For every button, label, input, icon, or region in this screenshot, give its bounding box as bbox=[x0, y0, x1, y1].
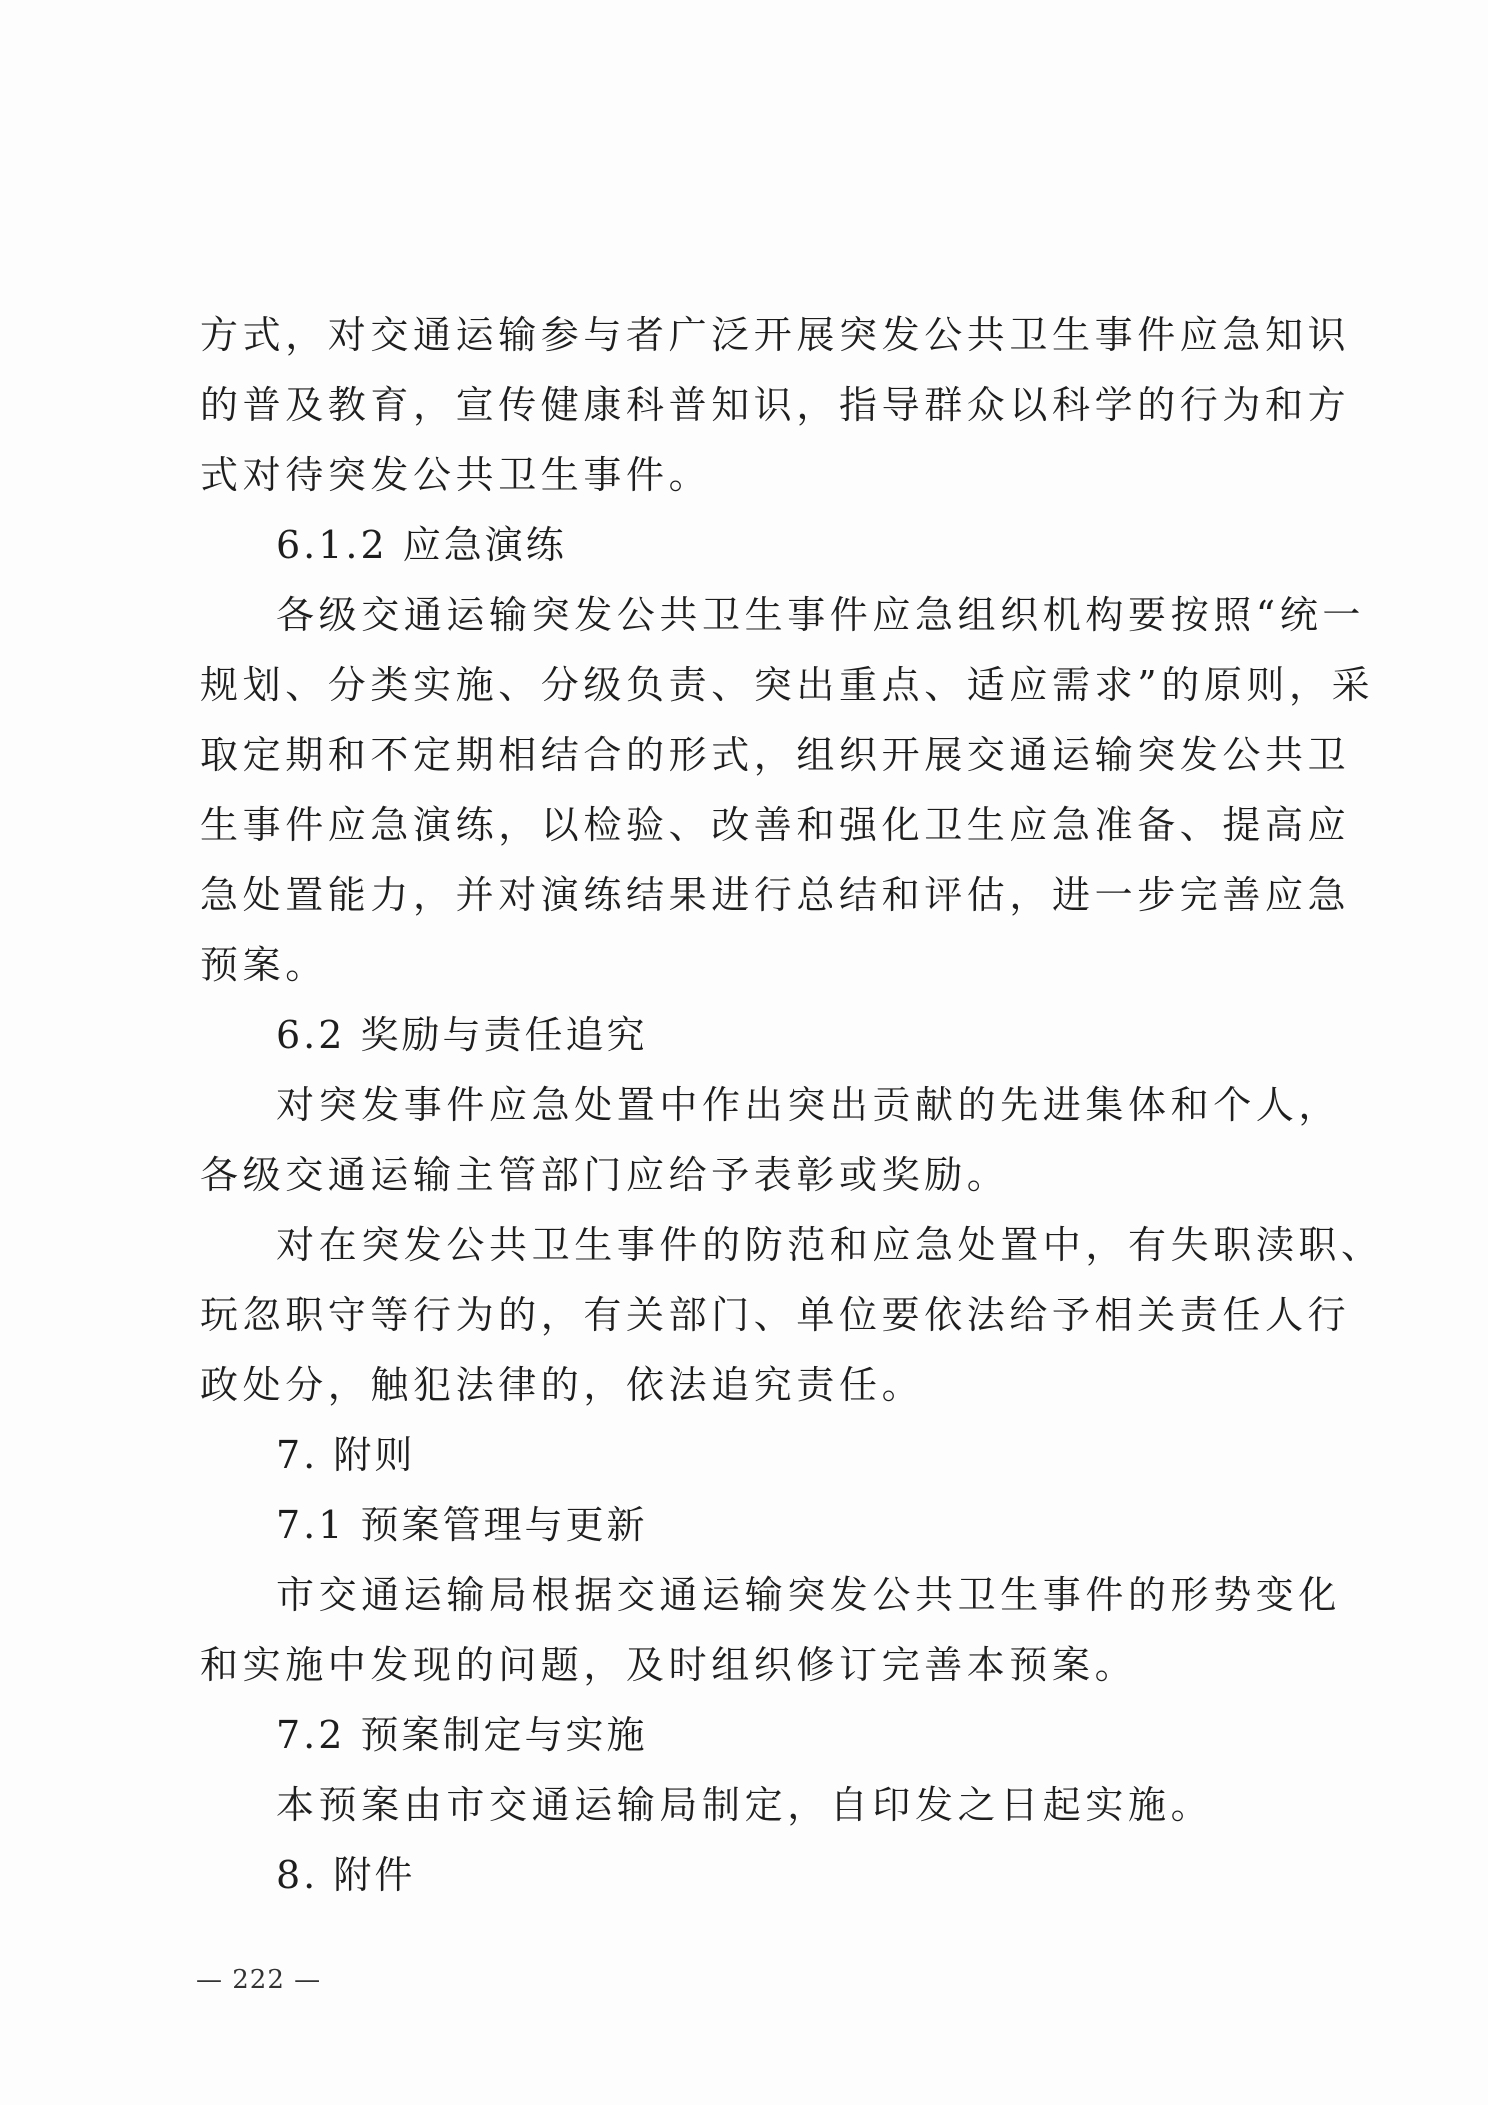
paragraph-line: 预案。 bbox=[200, 943, 328, 987]
paragraph-line: 生事件应急演练，以检验、改善和强化卫生应急准备、提高应 bbox=[200, 803, 1351, 847]
section-heading-7: 7. 附则 bbox=[276, 1433, 416, 1477]
paragraph-line: 的普及教育，宣传健康科普知识，指导群众以科学的行为和方 bbox=[200, 383, 1351, 427]
paragraph-line: 式对待突发公共卫生事件。 bbox=[200, 453, 712, 497]
section-heading-6-2: 6.2 奖励与责任追究 bbox=[276, 1013, 648, 1057]
paragraph-line: 对突发事件应急处置中作出突出贡献的先进集体和个人， bbox=[276, 1083, 1342, 1127]
section-heading-7-1: 7.1 预案管理与更新 bbox=[276, 1503, 648, 1547]
paragraph-line: 急处置能力，并对演练结果进行总结和评估，进一步完善应急 bbox=[200, 873, 1351, 917]
paragraph-line: 对在突发公共卫生事件的防范和应急处置中，有失职渎职、 bbox=[276, 1223, 1384, 1267]
section-heading-8: 8. 附件 bbox=[276, 1853, 416, 1897]
paragraph-line: 市交通运输局根据交通运输突发公共卫生事件的形势变化 bbox=[276, 1573, 1342, 1617]
paragraph-line: 本预案由市交通运输局制定，自印发之日起实施。 bbox=[276, 1783, 1214, 1827]
section-heading-7-2: 7.2 预案制定与实施 bbox=[276, 1713, 648, 1757]
paragraph-line: 各级交通运输主管部门应给予表彰或奖励。 bbox=[200, 1153, 1010, 1197]
paragraph-line: 方式，对交通运输参与者广泛开展突发公共卫生事件应急知识 bbox=[200, 313, 1351, 357]
paragraph-line: 和实施中发现的问题，及时组织修订完善本预案。 bbox=[200, 1643, 1138, 1687]
section-heading-6-1-2: 6.1.2 应急演练 bbox=[276, 523, 567, 567]
paragraph-line: 各级交通运输突发公共卫生事件应急组织机构要按照“统一 bbox=[276, 593, 1366, 637]
body-text bbox=[200, 300, 1384, 1910]
paragraph-line: 规划、分类实施、分级负责、突出重点、适应需求”的原则，采 bbox=[200, 663, 1375, 707]
paragraph-line: 玩忽职守等行为的，有关部门、单位要依法给予相关责任人行 bbox=[200, 1293, 1351, 1337]
page-number: — 222 — bbox=[196, 1965, 322, 1995]
paragraph-line: 取定期和不定期相结合的形式，组织开展交通运输突发公共卫 bbox=[200, 733, 1351, 777]
paragraph-line: 政处分，触犯法律的，依法追究责任。 bbox=[200, 1363, 925, 1407]
